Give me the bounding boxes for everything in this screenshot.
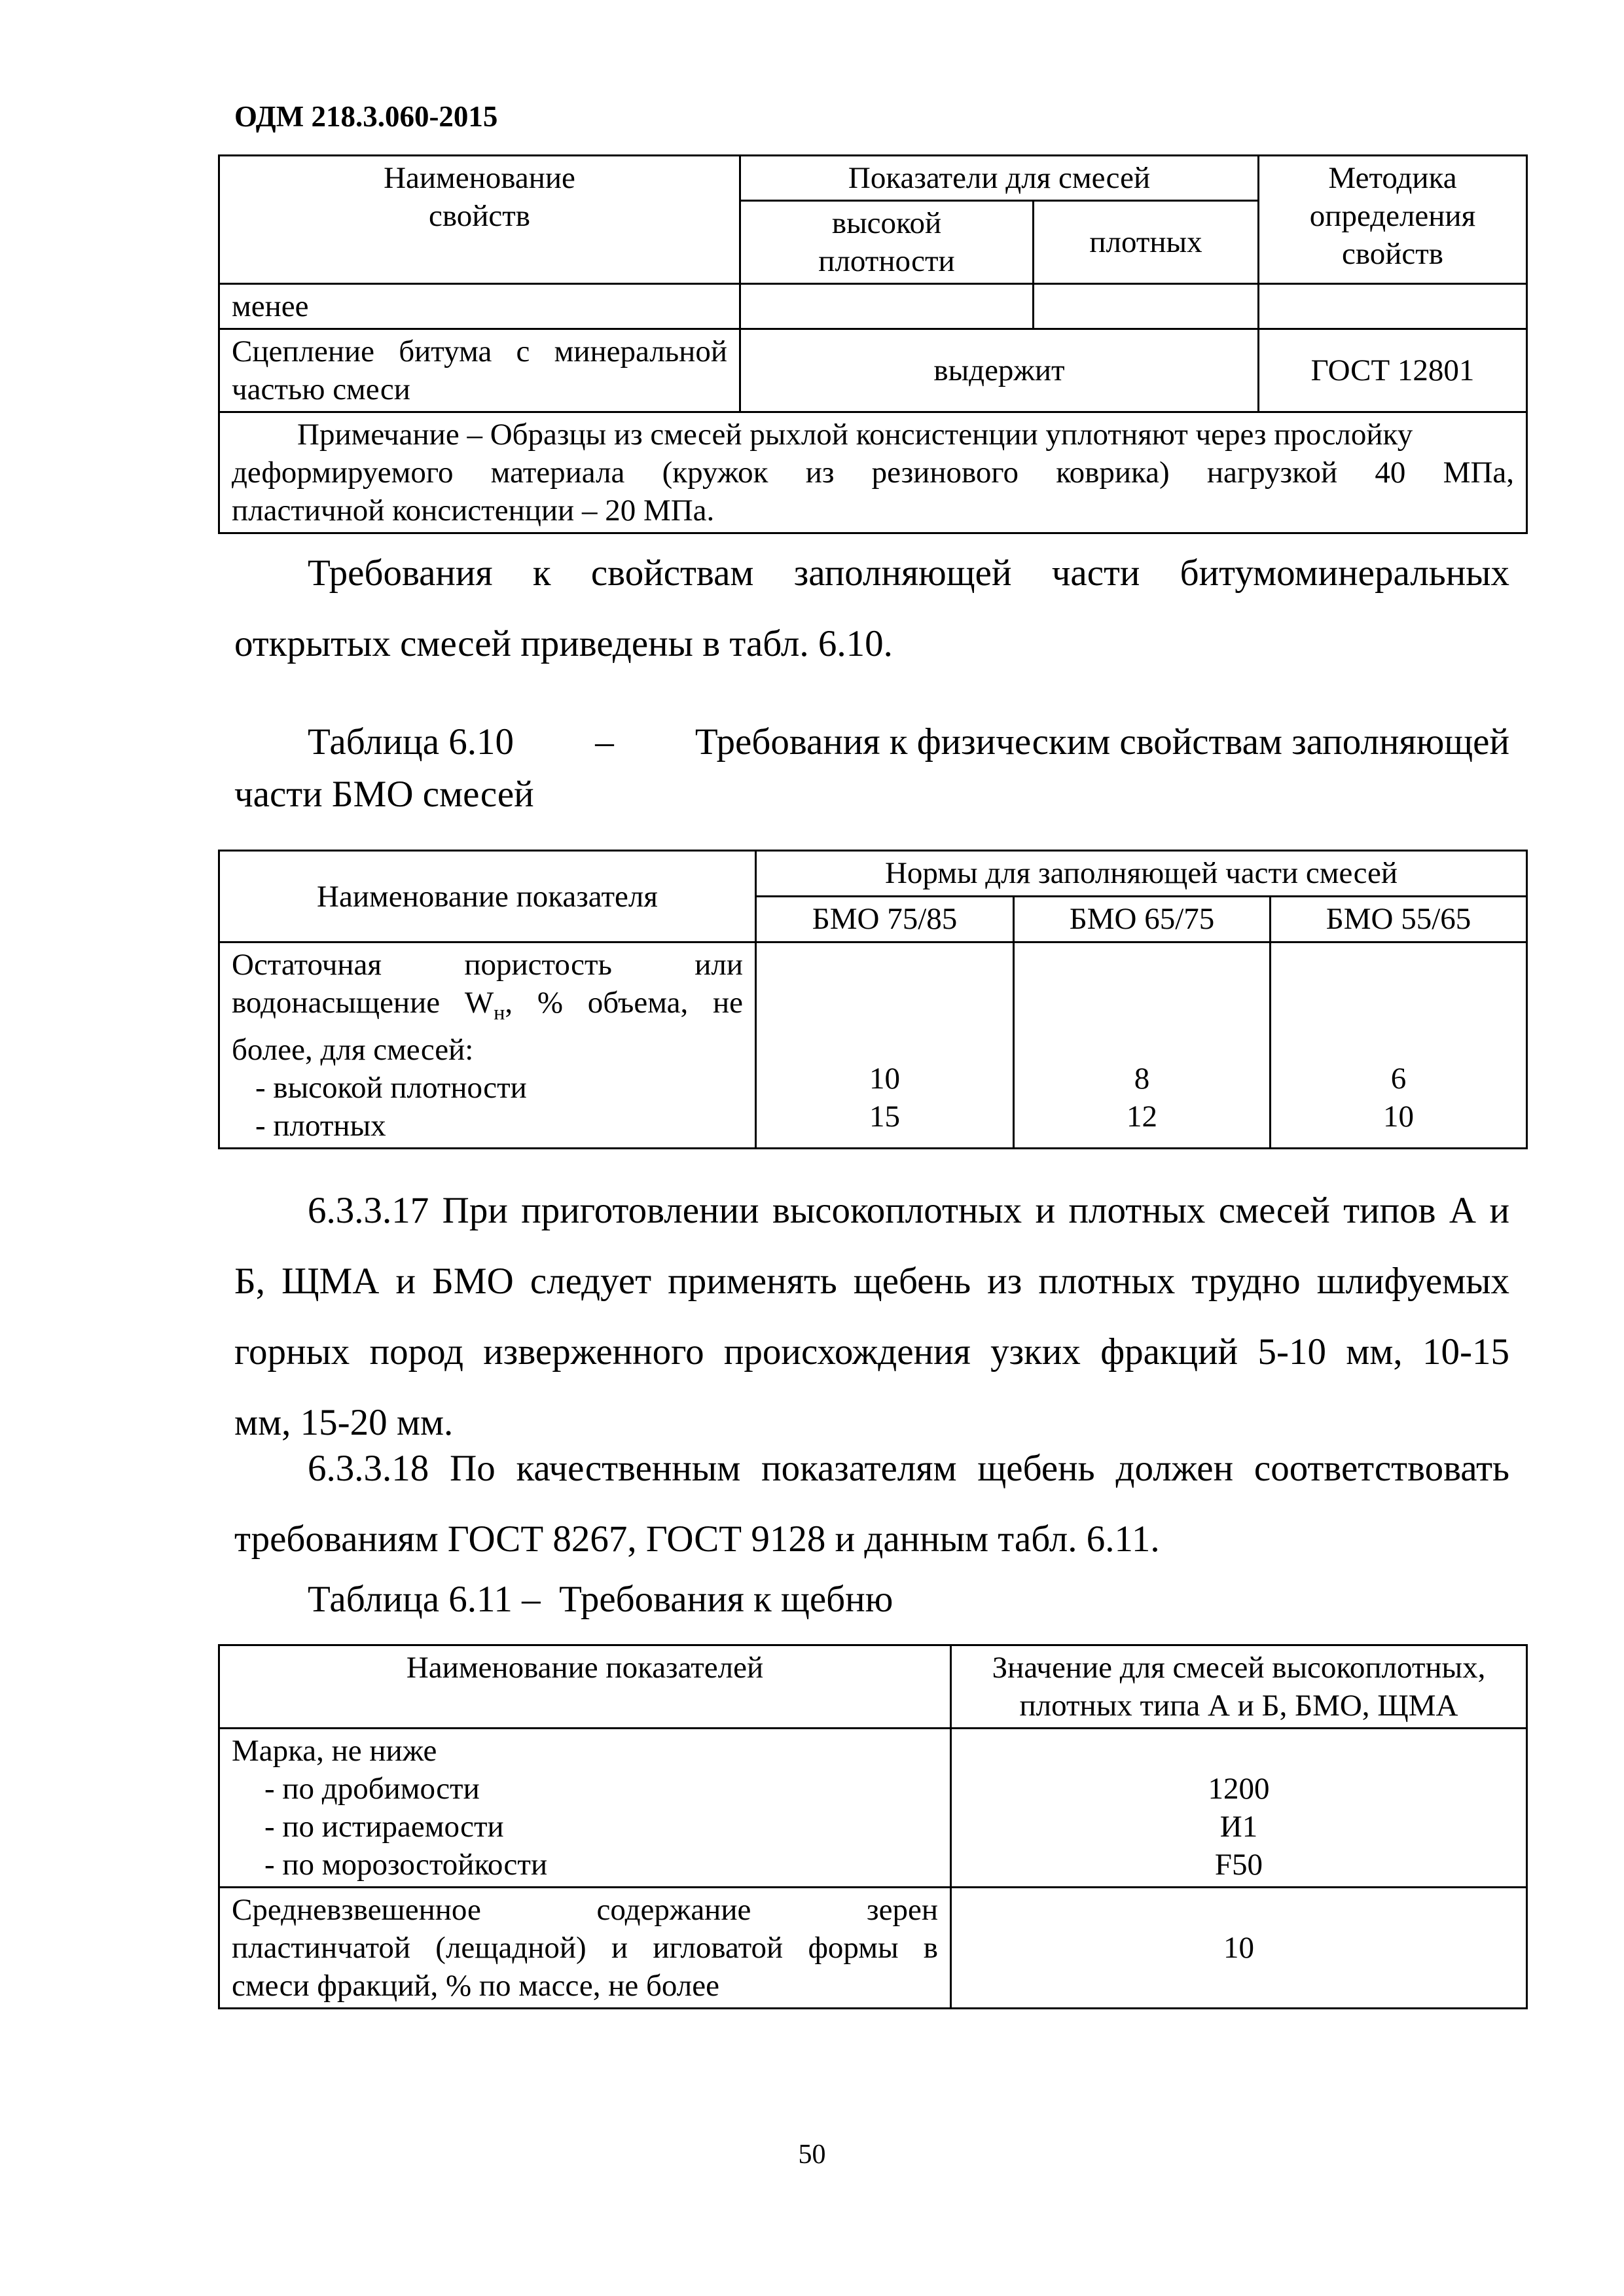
paragraph-line: открытых смесей приведены в табл. 6.10. bbox=[234, 623, 893, 664]
header-high-density bbox=[740, 201, 1034, 284]
spacer bbox=[768, 946, 1001, 984]
values-bmo-75-85 bbox=[756, 942, 1014, 1149]
header-line: плотности bbox=[818, 244, 955, 278]
value-stack bbox=[964, 1732, 1514, 1884]
note-line: деформируемого материала (кружок из резинового коврика) нагрузкой 40 МПа, bbox=[232, 456, 1514, 490]
paragraph-line: Требования к свойствам заполняющей части битумоминеральных bbox=[308, 552, 1509, 594]
cell-empty bbox=[1259, 284, 1527, 329]
table-6-11 bbox=[218, 1644, 1528, 2009]
table-note bbox=[219, 412, 1527, 533]
table-6-11-caption: Таблица 6.11 – Требования к щебню bbox=[308, 1579, 893, 1620]
header-property-name bbox=[219, 156, 740, 284]
cell-line: смеси фракций, % по массе, не более bbox=[232, 1969, 719, 2003]
row-porosity-label bbox=[219, 942, 756, 1149]
row-flaky-grains-label bbox=[219, 1888, 951, 2009]
values-bmo-65-75 bbox=[1014, 942, 1271, 1149]
row-less-label: менее bbox=[219, 284, 740, 329]
spacer bbox=[1283, 984, 1514, 1022]
paragraph-6-3-3-18 bbox=[234, 1433, 1509, 1575]
header-line: Методика bbox=[1328, 161, 1457, 195]
header-method bbox=[1259, 156, 1527, 284]
paragraph-line: 6.3.3.17 При приготовлении высокоплотных и плотных смесей типов А и bbox=[308, 1190, 1509, 1231]
cell-line bbox=[232, 984, 743, 1031]
paragraph-bmo-requirements bbox=[234, 538, 1509, 679]
table-6-10 bbox=[218, 850, 1528, 1149]
header-line: свойств bbox=[1342, 237, 1443, 271]
header-line: плотных типа А и Б, БМО, ЩМА bbox=[1019, 1689, 1458, 1723]
subscript: н bbox=[494, 1000, 505, 1024]
cell-text: , % объема, не bbox=[505, 986, 743, 1020]
table-continuation bbox=[218, 154, 1528, 534]
header-line: высокой bbox=[831, 206, 942, 240]
spacer bbox=[1283, 1022, 1514, 1060]
caption-line: части БМО смесей bbox=[234, 774, 534, 815]
spacer bbox=[768, 1022, 1001, 1060]
caption-number: Таблица 6.10 bbox=[308, 721, 514, 762]
cell-line: - плотных bbox=[255, 1109, 386, 1143]
spacer bbox=[1026, 946, 1257, 984]
cell-line: пластинчатой (лещадной) и игловатой формы в bbox=[232, 1931, 938, 1965]
value-stack bbox=[1026, 946, 1257, 1136]
row-adhesion-method: ГОСТ 12801 bbox=[1259, 329, 1527, 412]
value-high-density: 6 bbox=[1390, 1062, 1407, 1096]
spacer bbox=[964, 1732, 1514, 1770]
page-number: 50 bbox=[798, 2140, 826, 2170]
value-stack bbox=[768, 946, 1001, 1136]
row-grade-values bbox=[951, 1729, 1527, 1888]
spacer bbox=[1026, 1022, 1257, 1060]
caption-title: Требования к физическим свойствам заполняющей bbox=[695, 721, 1509, 762]
document-code: ОДМ 218.3.060-2015 bbox=[234, 100, 498, 133]
header-bmo-55-65: БМО 55/65 bbox=[1271, 897, 1527, 942]
cell-empty bbox=[1034, 284, 1259, 329]
note-line: пластичной консистенции – 20 МПа. bbox=[232, 493, 715, 528]
value-high-density: 10 bbox=[869, 1062, 900, 1096]
spacer bbox=[1283, 946, 1514, 984]
cell-line: Марка, не ниже bbox=[232, 1734, 437, 1768]
row-flaky-grains-value: 10 bbox=[951, 1888, 1527, 2009]
caption-dash: – bbox=[595, 721, 614, 762]
cell-line: Сцепление битума с минеральной bbox=[232, 334, 727, 368]
header-line: свойств bbox=[429, 199, 530, 233]
value-dense: 15 bbox=[869, 1100, 900, 1134]
paragraph-line: 6.3.3.18 По качественным показателям щебень должен соответствовать bbox=[308, 1448, 1509, 1489]
spacer bbox=[1026, 984, 1257, 1022]
row-adhesion-label bbox=[219, 329, 740, 412]
table-6-10-caption bbox=[234, 716, 1509, 821]
paragraph-line: мм, 15-20 мм. bbox=[234, 1402, 454, 1443]
value-frost-resistance: F50 bbox=[1214, 1848, 1263, 1882]
cell-line: частью смеси bbox=[232, 372, 410, 406]
cell-line: - по истираемости bbox=[264, 1810, 504, 1844]
caption-line bbox=[234, 716, 1509, 768]
header-value bbox=[951, 1645, 1527, 1729]
cell-line: - по морозостойкости bbox=[264, 1848, 548, 1882]
cell-line: - по дробимости bbox=[264, 1772, 480, 1806]
values-bmo-55-65 bbox=[1271, 942, 1527, 1149]
value-stack bbox=[1283, 946, 1514, 1136]
value-high-density: 8 bbox=[1134, 1062, 1150, 1096]
row-adhesion-value: выдержит bbox=[740, 329, 1259, 412]
header-dense: плотных bbox=[1034, 201, 1259, 284]
cell-line: Средневзвешенное содержание зерен bbox=[232, 1893, 938, 1927]
spacer bbox=[768, 984, 1001, 1022]
note-line: Примечание – Образцы из смесей рыхлой консистенции уплотняют через прослойку bbox=[297, 418, 1413, 452]
cell-line: более, для смесей: bbox=[232, 1033, 474, 1067]
header-indicator-name: Наименование показателя bbox=[219, 851, 756, 942]
cell-text: водонасыщение W bbox=[232, 986, 494, 1020]
header-indicators: Показатели для смесей bbox=[740, 156, 1259, 201]
row-grade-label bbox=[219, 1729, 951, 1888]
paragraph-line: горных пород изверженного происхождения узких фракций 5-10 мм, 10-15 bbox=[234, 1331, 1509, 1372]
value-dense: 12 bbox=[1127, 1100, 1157, 1134]
value-abrasion: И1 bbox=[1219, 1810, 1258, 1844]
header-bmo-75-85: БМО 75/85 bbox=[756, 897, 1014, 942]
paragraph-line: требованиям ГОСТ 8267, ГОСТ 9128 и данным табл. 6.11. bbox=[234, 1518, 1160, 1560]
header-line: Значение для смесей высокоплотных, bbox=[992, 1651, 1486, 1685]
value-crushability: 1200 bbox=[1208, 1772, 1270, 1806]
cell-empty bbox=[740, 284, 1034, 329]
cell-line: - высокой плотности bbox=[255, 1071, 527, 1105]
header-indicators-name: Наименование показателей bbox=[219, 1645, 951, 1729]
value-dense: 10 bbox=[1383, 1100, 1414, 1134]
header-norms: Нормы для заполняющей части смесей bbox=[756, 851, 1527, 897]
header-bmo-65-75: БМО 65/75 bbox=[1014, 897, 1271, 942]
cell-line: Остаточная пористость или bbox=[232, 948, 743, 982]
paragraph-line: Б, ЩМА и БМО следует применять щебень из плотных трудно шлифуемых bbox=[234, 1261, 1509, 1302]
header-line: Наименование bbox=[384, 161, 575, 195]
paragraph-6-3-3-17 bbox=[234, 1175, 1509, 1458]
header-line: определения bbox=[1309, 199, 1476, 233]
